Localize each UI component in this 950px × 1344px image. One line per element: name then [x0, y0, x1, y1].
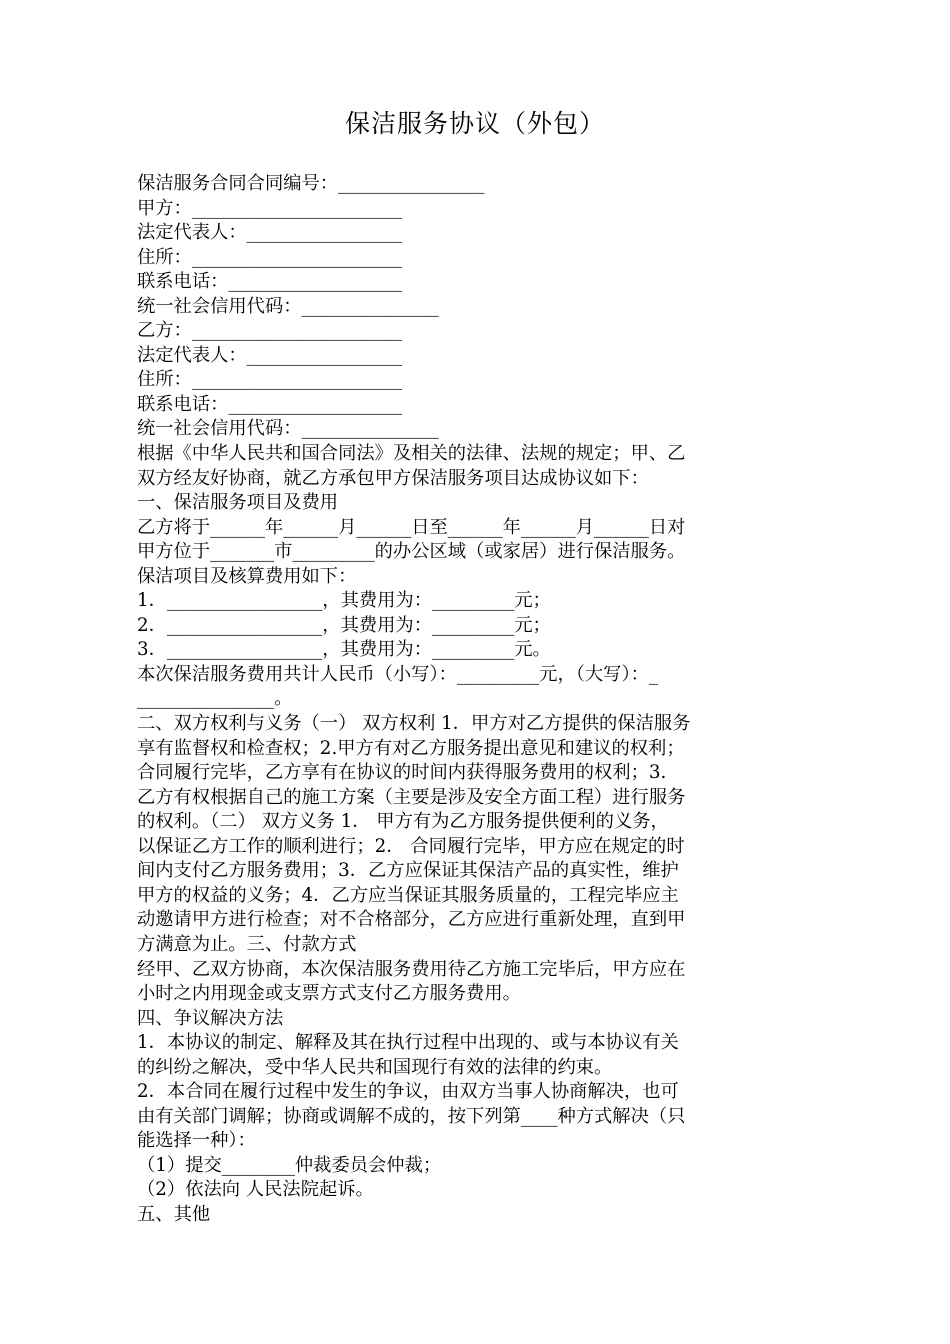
text-line: 1．本协议的制定、解释及其在执行过程中出现的、或与本协议有关 [137, 1032, 679, 1054]
text-line: 3．_________________，其费用为：_________元。 [137, 639, 551, 661]
text-line: 甲方位于_______市_________的办公区域（或家居）进行保洁服务。 [137, 541, 686, 563]
text-line: 经甲、乙双方协商，本次保洁服务费用待乙方施工完毕后，甲方应在 [137, 958, 686, 980]
text-line: 甲方：_______________________ [137, 197, 403, 219]
text-line: 联系电话：___________________ [137, 271, 403, 293]
text-line: 乙方：_______________________ [137, 320, 403, 342]
text-line: 动邀请甲方进行检查；对不合格部分，乙方应进行重新处理，直到甲 [137, 909, 686, 931]
document-body [137, 172, 827, 1228]
text-line: 法定代表人：_________________ [137, 222, 403, 244]
text-line: 1．_________________，其费用为：_________元； [137, 590, 551, 612]
text-line: 一、保洁服务项目及费用 [137, 492, 339, 514]
text-line: 住所：_______________________ [137, 246, 403, 268]
text-line: 能选择一种）： [137, 1130, 256, 1152]
document-title: 保洁服务协议（外包） [344, 109, 605, 138]
text-line: 合同履行完毕，乙方享有在协议的时间内获得服务费用的权利；3. [137, 762, 667, 784]
text-line: 乙方将于______年______月______日至______年______月______日对 [137, 516, 686, 538]
text-line: 以保证乙方工作的顺利进行；2． 合同履行完毕，甲方应在规定的时 [137, 835, 685, 857]
text-line: 2．_________________，其费用为：_________元； [137, 614, 551, 636]
text-line: 的纠纷之解决，受中华人民共和国现行有效的法律的约束。 [137, 1056, 613, 1078]
text-line: 联系电话：___________________ [137, 393, 403, 415]
text-line: 根据《中华人民共和国合同法》及相关的法律、法规的规定；甲、乙 [137, 443, 686, 465]
text-line: 四、争议解决方法 [137, 1007, 284, 1029]
text-line: 五、其他 [137, 1203, 211, 1225]
text-line: （1）提交________仲裁委员会仲裁； [137, 1154, 442, 1176]
text-line: 二、双方权利与义务（一） 双方权利 1．甲方对乙方提供的保洁服务 [137, 713, 691, 735]
text-line: 2．本合同在履行过程中发生的争议，由双方当事人协商解决，也可 [137, 1081, 679, 1103]
text-line: 住所：_______________________ [137, 369, 403, 391]
text-line: 的权利。（二） 双方义务 1． 甲方有为乙方服务提供便利的义务， [137, 811, 669, 833]
text-line: 小时之内用现金或支票方式支付乙方服务费用。 [137, 983, 521, 1005]
text-line: 享有监督权和检查权；2.甲方有对乙方服务提出意见和建议的权利； [137, 737, 685, 759]
text-line: 法定代表人：_________________ [137, 344, 403, 366]
text-line: 统一社会信用代码：_______________ [137, 295, 439, 317]
text-line: 方满意为止。三、付款方式 [137, 933, 357, 955]
text-line: _______________。 [137, 688, 293, 710]
text-line: 由有关部门调解；协商或调解不成的，按下列第____种方式解决（只 [137, 1105, 686, 1127]
text-line: 本次保洁服务费用共计人民币（小写）：_________元，（大写）：_ [137, 663, 659, 685]
text-line: 双方经友好协商，就乙方承包甲方保洁服务项目达成协议如下： [137, 467, 649, 489]
text-line: 保洁服务合同合同编号：________________ [137, 173, 485, 194]
text-line: （2）依法向 人民法院起诉。 [137, 1179, 374, 1201]
text-line: 间内支付乙方服务费用；3．乙方应保证其保洁产品的真实性，维护 [137, 860, 679, 882]
text-line: 乙方有权根据自己的施工方案（主要是涉及安全方面工程）进行服务 [137, 786, 686, 808]
text-line: 统一社会信用代码：_______________ [137, 418, 439, 440]
text-line: 保洁项目及核算费用如下： [137, 565, 357, 587]
text-line: 甲方的权益的义务；4．乙方应当保证其服务质量的，工程完毕应主 [137, 884, 679, 906]
